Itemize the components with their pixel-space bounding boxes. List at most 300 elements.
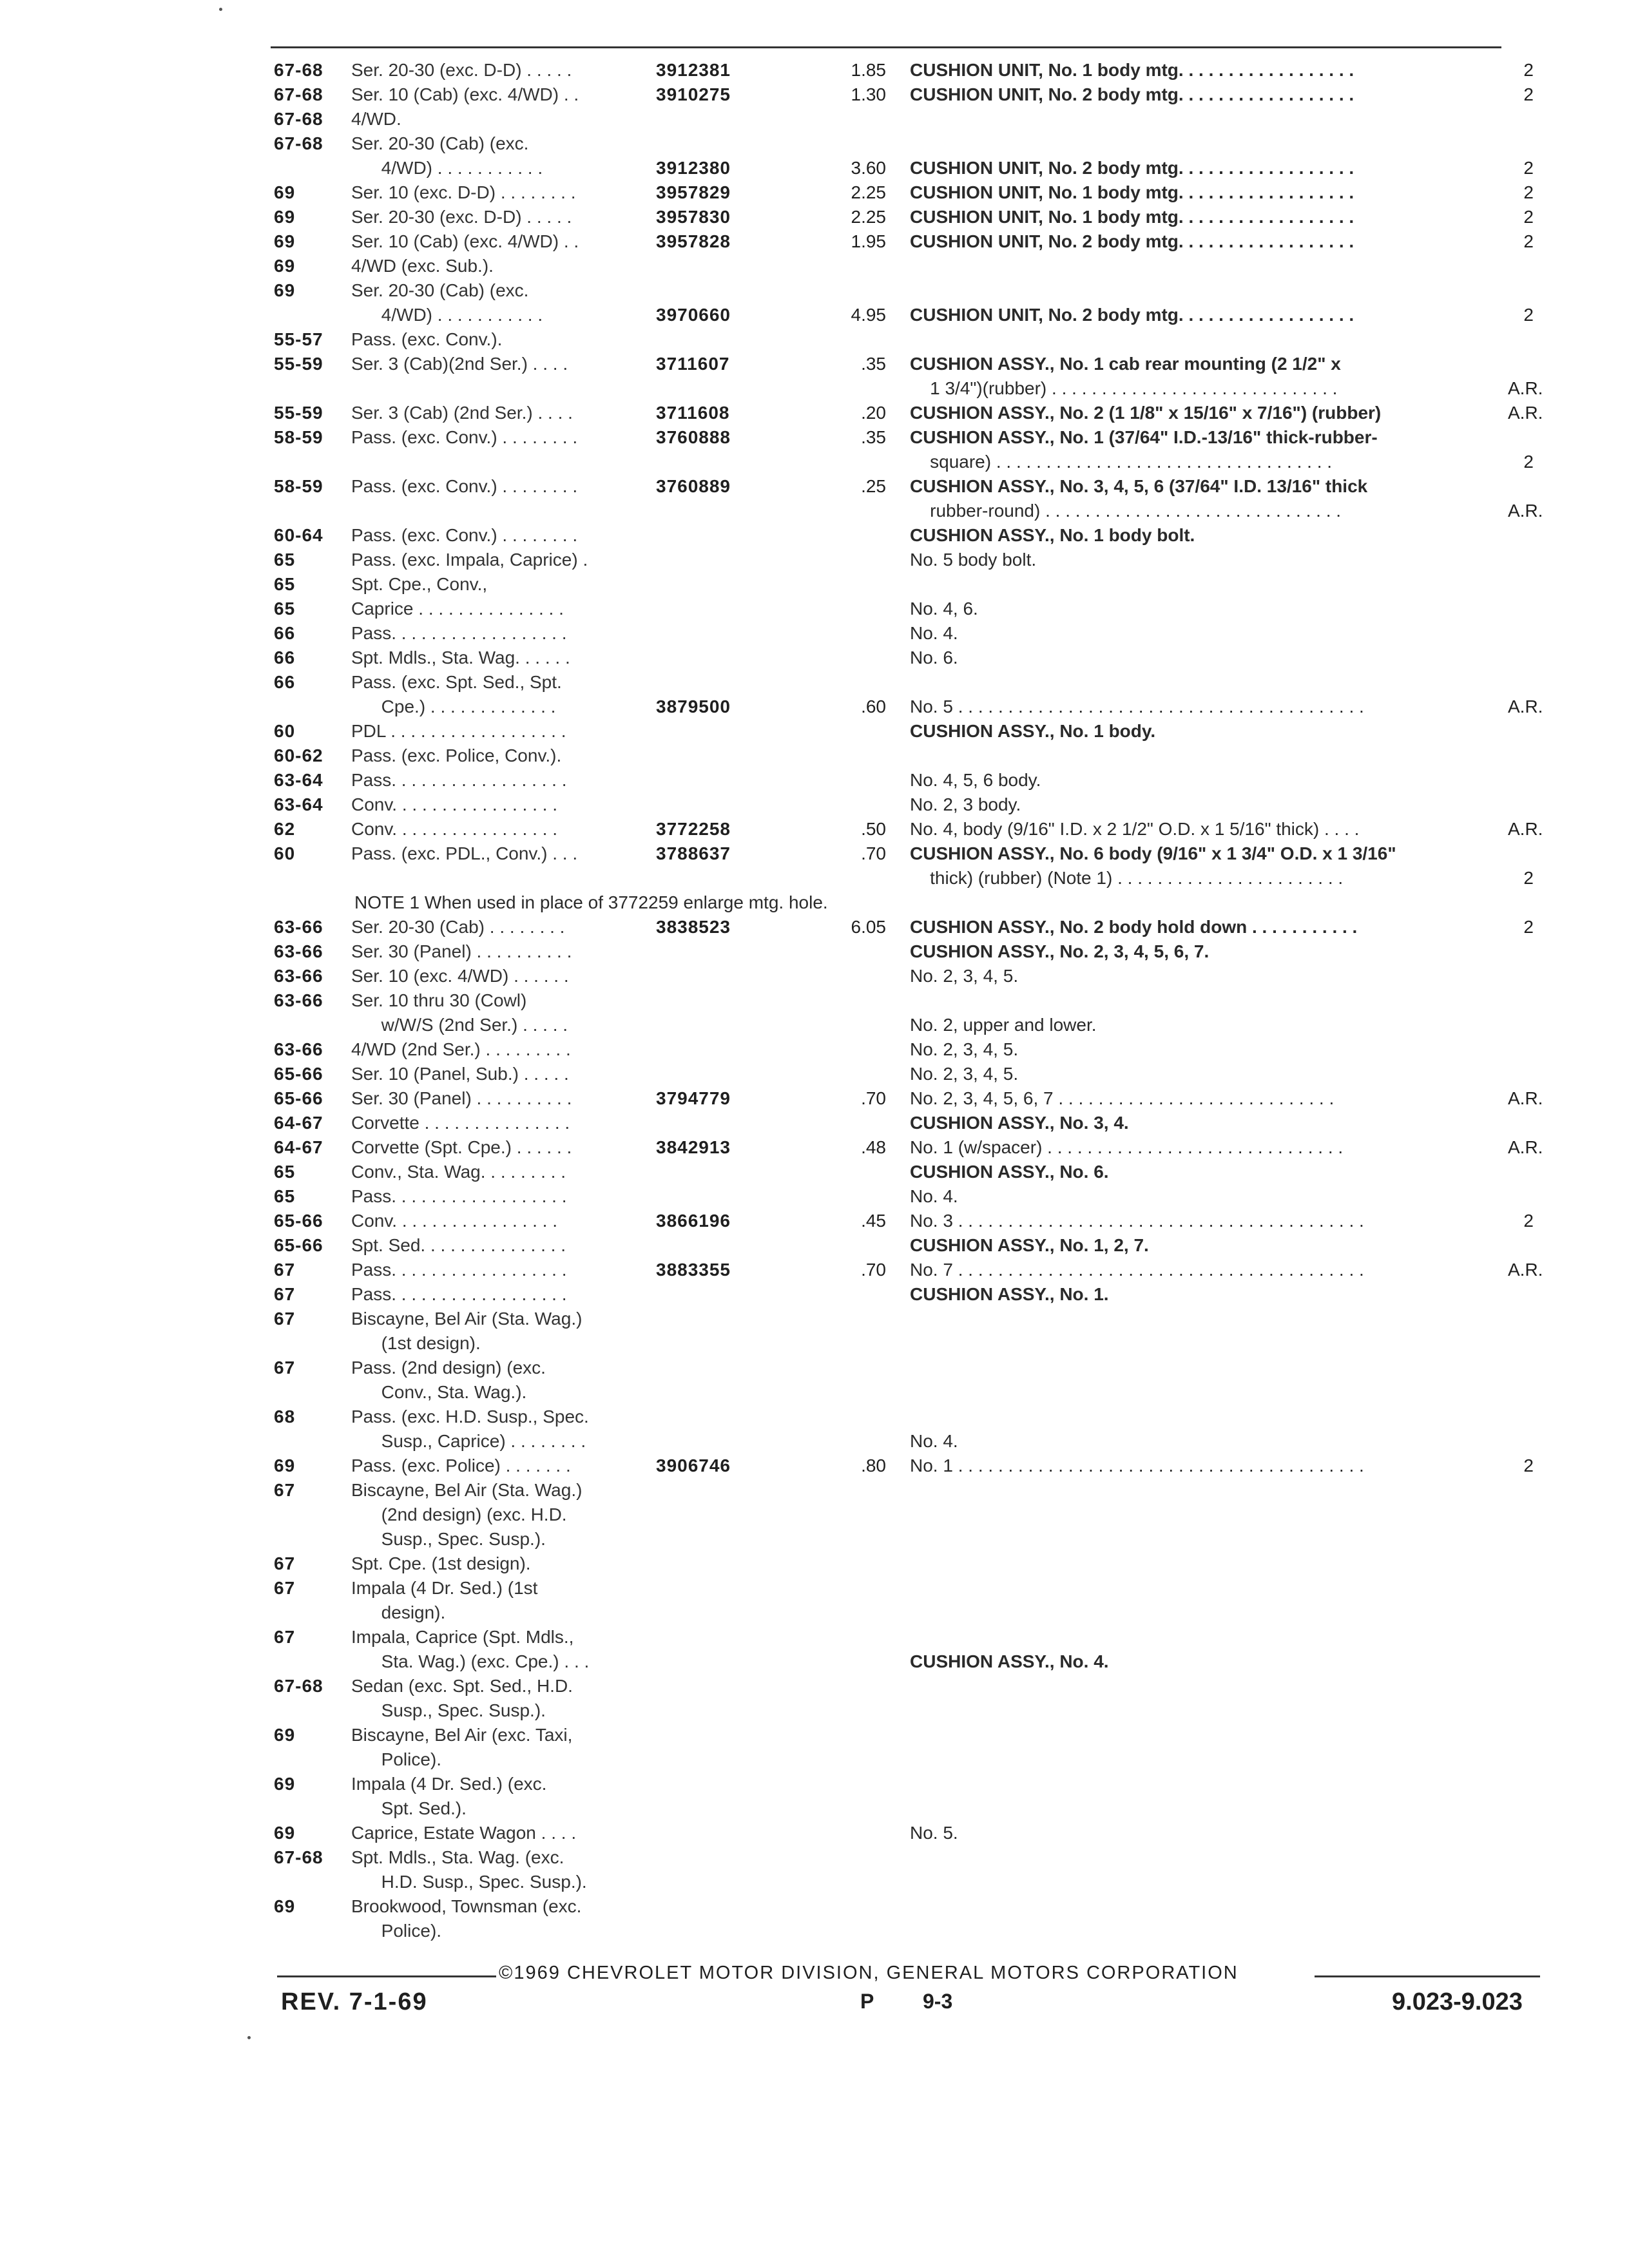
table-row xyxy=(0,474,1629,499)
description: CUSHION UNIT, No. 1 body mtg. . . . . . . . . . . . . . . . . . xyxy=(910,182,1354,202)
quantity: A.R. xyxy=(1508,378,1543,398)
part-number: 3957829 xyxy=(656,182,731,202)
description: CUSHION ASSY., No. 3, 4, 5, 6 (37/64" I.D. 13/16" thick xyxy=(910,476,1368,496)
application: Pass. (exc. Impala, Caprice) . xyxy=(351,550,588,570)
application: Ser. 20-30 (Cab) (exc. xyxy=(351,280,529,300)
table-row xyxy=(0,82,1629,107)
application: Pass. (exc. H.D. Susp., Spec. xyxy=(351,1407,589,1427)
part-number: 3879500 xyxy=(656,697,731,716)
model-year: 67-68 xyxy=(274,133,323,153)
price: .70 xyxy=(861,1260,886,1280)
table-row xyxy=(0,866,1629,890)
application: 4/WD) . . . . . . . . . . . xyxy=(351,305,543,325)
model-year: 69 xyxy=(274,1456,296,1475)
model-year: 69 xyxy=(274,256,296,276)
application: Conv. . . . . . . . . . . . . . . . . xyxy=(351,819,558,839)
description: CUSHION UNIT, No. 1 body mtg. . . . . . . . . . . . . . . . . . xyxy=(910,60,1354,80)
application: Brookwood, Townsman (exc. xyxy=(351,1896,582,1916)
model-year: 58-59 xyxy=(274,476,323,496)
application: Spt. Sed.). xyxy=(351,1798,467,1818)
model-year: 67 xyxy=(274,1578,296,1598)
description: CUSHION ASSY., No. 3, 4. xyxy=(910,1113,1129,1133)
revision-date: REV. 7-1-69 xyxy=(281,1988,428,2015)
description: No. 4. xyxy=(910,623,958,643)
table-row xyxy=(0,1649,1629,1674)
quantity: 2 xyxy=(1523,158,1534,178)
table-row xyxy=(0,1503,1629,1527)
description: CUSHION ASSY., No. 1 body. xyxy=(910,721,1156,741)
table-row xyxy=(0,303,1629,327)
table-row xyxy=(0,1135,1629,1160)
part-number: 3838523 xyxy=(656,917,731,937)
copyright-line: ©1969 CHEVROLET MOTOR DIVISION, GENERAL MOTORS CORPORATION xyxy=(496,1963,1241,1984)
table-row xyxy=(0,1331,1629,1356)
description: No. 4. xyxy=(910,1431,958,1451)
description: CUSHION ASSY., No. 6 body (9/16" x 1 3/4" O.D. x 1 3/16" xyxy=(910,843,1396,863)
price: .48 xyxy=(861,1137,886,1157)
table-row xyxy=(0,1600,1629,1625)
table-row xyxy=(0,1356,1629,1380)
model-year: 60 xyxy=(274,843,296,863)
application: Pass. (exc. Conv.) . . . . . . . . xyxy=(351,525,578,545)
application: Ser. 3 (Cab) (2nd Ser.) . . . . xyxy=(351,403,573,423)
application: Pass. (exc. Conv.) . . . . . . . . xyxy=(351,476,578,496)
description: No. 2, 3, 4, 5. xyxy=(910,1064,1019,1084)
application: Biscayne, Bel Air (Sta. Wag.) xyxy=(351,1309,583,1329)
model-year: 69 xyxy=(274,1774,296,1794)
model-year: 69 xyxy=(274,1823,296,1843)
application: Pass. (exc. Conv.). xyxy=(351,329,503,349)
price: .70 xyxy=(861,1088,886,1108)
table-row xyxy=(0,450,1629,474)
table-row xyxy=(0,156,1629,180)
table-row xyxy=(0,401,1629,425)
quantity: 2 xyxy=(1523,868,1534,888)
part-number: 3912380 xyxy=(656,158,731,178)
application: Ser. 20-30 (Cab) (exc. xyxy=(351,133,529,153)
table-row xyxy=(0,1184,1629,1209)
table-row xyxy=(0,1062,1629,1086)
description: No. 2, 3, 4, 5. xyxy=(910,1039,1019,1059)
part-number: 3970660 xyxy=(656,305,731,325)
part-number: 3772258 xyxy=(656,819,731,839)
quantity: 2 xyxy=(1523,231,1534,251)
part-number: 3760888 xyxy=(656,427,731,447)
application: Ser. 10 (Cab) (exc. 4/WD) . . xyxy=(351,84,579,104)
application: Conv. . . . . . . . . . . . . . . . . xyxy=(351,794,558,814)
description: No. 7 . . . . . . . . . . . . . . . . . . . . . . . . . . . . . . . . . . . . . . . . . xyxy=(910,1260,1364,1280)
price: .80 xyxy=(861,1456,886,1475)
table-row xyxy=(0,1894,1629,1919)
application: Conv., Sta. Wag.). xyxy=(351,1382,527,1402)
table-row xyxy=(0,1919,1629,1943)
application: Spt. Cpe., Conv., xyxy=(351,574,488,594)
part-number: 3788637 xyxy=(656,843,731,863)
application: Ser. 20-30 (exc. D-D) . . . . . xyxy=(351,60,572,80)
description: No. 2, 3 body. xyxy=(910,794,1021,814)
quantity: 2 xyxy=(1523,207,1534,227)
description: CUSHION UNIT, No. 2 body mtg. . . . . . . . . . . . . . . . . . xyxy=(910,158,1354,178)
quantity: 2 xyxy=(1523,60,1534,80)
application: Ser. 20-30 (Cab) . . . . . . . . xyxy=(351,917,565,937)
model-year: 65 xyxy=(274,1186,296,1206)
table-row xyxy=(0,744,1629,768)
application: Pass. (exc. Conv.) . . . . . . . . xyxy=(351,427,578,447)
application: (2nd design) (exc. H.D. xyxy=(351,1504,567,1524)
application: Pass. . . . . . . . . . . . . . . . . . xyxy=(351,1260,567,1280)
description: No. 2, 3, 4, 5. xyxy=(910,966,1019,986)
price: .35 xyxy=(861,354,886,374)
application: Susp., Spec. Susp.). xyxy=(351,1529,546,1549)
table-row xyxy=(0,1821,1629,1845)
application: Pass. (exc. PDL., Conv.) . . . xyxy=(351,843,578,863)
description: CUSHION ASSY., No. 1 body bolt. xyxy=(910,525,1195,545)
price: 2.25 xyxy=(851,182,886,202)
quantity: A.R. xyxy=(1508,403,1543,423)
table-row xyxy=(0,964,1629,988)
model-year: 63-66 xyxy=(274,990,323,1010)
application: Impala (4 Dr. Sed.) (exc. xyxy=(351,1774,547,1794)
table-row xyxy=(0,131,1629,156)
description: No. 1 (w/spacer) . . . . . . . . . . . . . . . . . . . . . . . . . . . . . . xyxy=(910,1137,1344,1157)
model-year: 64-67 xyxy=(274,1113,323,1133)
part-number: 3957828 xyxy=(656,231,731,251)
part-number: 3883355 xyxy=(656,1260,731,1280)
part-number: 3912381 xyxy=(656,60,731,80)
table-row xyxy=(0,768,1629,793)
part-number: 3794779 xyxy=(656,1088,731,1108)
quantity: A.R. xyxy=(1508,819,1543,839)
application: Pass. (exc. Police, Conv.). xyxy=(351,745,562,765)
table-row xyxy=(0,793,1629,817)
table-row xyxy=(0,352,1629,376)
model-year: 67 xyxy=(274,1480,296,1500)
table-row xyxy=(0,1380,1629,1405)
part-number: 3910275 xyxy=(656,84,731,104)
table-row xyxy=(0,1258,1629,1282)
table-row xyxy=(0,1160,1629,1184)
table-row xyxy=(0,499,1629,523)
application: Susp., Spec. Susp.). xyxy=(351,1700,546,1720)
application: Conv., Sta. Wag. . . . . . . . . xyxy=(351,1162,566,1182)
application: Biscayne, Bel Air (Sta. Wag.) xyxy=(351,1480,583,1500)
table-row xyxy=(0,1674,1629,1698)
table-row xyxy=(0,670,1629,695)
price: 1.30 xyxy=(851,84,886,104)
table-row xyxy=(0,425,1629,450)
model-year: 63-64 xyxy=(274,794,323,814)
model-year: 69 xyxy=(274,182,296,202)
application: Pass. (exc. Police) . . . . . . . xyxy=(351,1456,571,1475)
application: w/W/S (2nd Ser.) . . . . . xyxy=(351,1015,568,1035)
description: rubber-round) . . . . . . . . . . . . . . . . . . . . . . . . . . . . . . xyxy=(910,501,1342,521)
description: 1 3/4")(rubber) . . . . . . . . . . . . . . . . . . . . . . . . . . . . . xyxy=(910,378,1338,398)
application: (1st design). xyxy=(351,1333,481,1353)
description: CUSHION ASSY., No. 2 (1 1/8" x 15/16" x 7/16") (rubber) xyxy=(910,403,1382,423)
description: No. 4, 6. xyxy=(910,599,978,619)
model-year: 65 xyxy=(274,574,296,594)
table-row xyxy=(0,646,1629,670)
part-number: 3866196 xyxy=(656,1211,731,1231)
table-row xyxy=(0,1307,1629,1331)
model-year: 67-68 xyxy=(274,1676,323,1696)
model-year: 63-66 xyxy=(274,941,323,961)
model-year: 67 xyxy=(274,1309,296,1329)
application: 4/WD) . . . . . . . . . . . xyxy=(351,158,543,178)
description: thick) (rubber) (Note 1) . . . . . . . . . . . . . . . . . . . . . . . xyxy=(910,868,1344,888)
application: Caprice . . . . . . . . . . . . . . . xyxy=(351,599,564,619)
scan-speck xyxy=(219,8,222,11)
model-year: 69 xyxy=(274,1896,296,1916)
model-year: 69 xyxy=(274,231,296,251)
application: 4/WD. xyxy=(351,109,401,129)
table-row xyxy=(0,1870,1629,1894)
part-number: 3711608 xyxy=(656,403,730,423)
table-row xyxy=(0,915,1629,939)
application: Impala, Caprice (Spt. Mdls., xyxy=(351,1627,574,1647)
model-year: 67-68 xyxy=(274,109,323,129)
table-row xyxy=(0,523,1629,548)
application: Ser. 3 (Cab)(2nd Ser.) . . . . xyxy=(351,354,568,374)
table-row xyxy=(0,1454,1629,1478)
model-year: 69 xyxy=(274,1725,296,1745)
price: 6.05 xyxy=(851,917,886,937)
price: .70 xyxy=(861,843,886,863)
table-row xyxy=(0,229,1629,254)
application: Caprice, Estate Wagon . . . . xyxy=(351,1823,577,1843)
model-year: 55-59 xyxy=(274,403,323,423)
price: .50 xyxy=(861,819,886,839)
model-year: 69 xyxy=(274,207,296,227)
application: Police). xyxy=(351,1921,442,1941)
model-year: 66 xyxy=(274,648,296,668)
application: Corvette (Spt. Cpe.) . . . . . . xyxy=(351,1137,572,1157)
model-year: 68 xyxy=(274,1407,296,1427)
table-row xyxy=(0,1013,1629,1037)
model-year: 55-59 xyxy=(274,354,323,374)
application: Spt. Sed. . . . . . . . . . . . . . . xyxy=(351,1235,566,1255)
description: CUSHION ASSY., No. 1 cab rear mounting (2 1/2" x xyxy=(910,354,1341,374)
table-row xyxy=(0,1527,1629,1552)
table-row xyxy=(0,988,1629,1013)
model-year: 63-64 xyxy=(274,770,323,790)
model-year: 65-66 xyxy=(274,1211,323,1231)
model-year: 63-66 xyxy=(274,966,323,986)
model-year: 63-66 xyxy=(274,917,323,937)
model-year: 65-66 xyxy=(274,1088,323,1108)
model-year: 60 xyxy=(274,721,296,741)
quantity: 2 xyxy=(1523,182,1534,202)
description: No. 5. xyxy=(910,1823,958,1843)
application: Sta. Wag.) (exc. Cpe.) . . . xyxy=(351,1651,590,1671)
application: Biscayne, Bel Air (exc. Taxi, xyxy=(351,1725,573,1745)
table-row xyxy=(0,1429,1629,1454)
table-row xyxy=(0,1209,1629,1233)
table-row xyxy=(0,180,1629,205)
model-year: 65-66 xyxy=(274,1235,323,1255)
price: 1.95 xyxy=(851,231,886,251)
price: 3.60 xyxy=(851,158,886,178)
application: Pass. . . . . . . . . . . . . . . . . . xyxy=(351,623,567,643)
description: No. 3 . . . . . . . . . . . . . . . . . . . . . . . . . . . . . . . . . . . . . . . . . xyxy=(910,1211,1364,1231)
quantity: A.R. xyxy=(1508,1088,1543,1108)
application: Pass. . . . . . . . . . . . . . . . . . xyxy=(351,770,567,790)
application: Corvette . . . . . . . . . . . . . . . xyxy=(351,1113,570,1133)
table-row xyxy=(0,1282,1629,1307)
table-row xyxy=(0,597,1629,621)
application: H.D. Susp., Spec. Susp.). xyxy=(351,1872,587,1892)
model-year: 65-66 xyxy=(274,1064,323,1084)
application: Cpe.) . . . . . . . . . . . . . xyxy=(351,697,556,716)
description: No. 4, body (9/16" I.D. x 2 1/2" O.D. x 1 5/16" thick) . . . . xyxy=(910,819,1360,839)
model-year: 62 xyxy=(274,819,296,839)
table-row xyxy=(0,841,1629,866)
table-row xyxy=(0,572,1629,597)
quantity: 2 xyxy=(1523,917,1534,937)
model-year: 67 xyxy=(274,1627,296,1647)
model-year: 67 xyxy=(274,1260,296,1280)
table-row xyxy=(0,1576,1629,1600)
application: Ser. 10 (Cab) (exc. 4/WD) . . xyxy=(351,231,579,251)
application: Police). xyxy=(351,1749,442,1769)
price: .35 xyxy=(861,427,886,447)
application: Sedan (exc. Spt. Sed., H.D. xyxy=(351,1676,573,1696)
table-row xyxy=(0,1037,1629,1062)
application: Pass. . . . . . . . . . . . . . . . . . xyxy=(351,1284,567,1304)
parts-table xyxy=(0,58,1629,1943)
description: CUSHION UNIT, No. 2 body mtg. . . . . . . . . . . . . . . . . . xyxy=(910,84,1354,104)
table-row xyxy=(0,939,1629,964)
price: .20 xyxy=(861,403,886,423)
application: design). xyxy=(351,1602,446,1622)
application: PDL . . . . . . . . . . . . . . . . . . xyxy=(351,721,566,741)
section-letter: P xyxy=(860,1990,874,2013)
application: Spt. Mdls., Sta. Wag. . . . . . xyxy=(351,648,570,668)
table-row xyxy=(0,1552,1629,1576)
description: CUSHION ASSY., No. 4. xyxy=(910,1651,1109,1671)
model-year: 67-68 xyxy=(274,60,323,80)
application: Conv. . . . . . . . . . . . . . . . . xyxy=(351,1211,558,1231)
application: Ser. 10 (Panel, Sub.) . . . . . xyxy=(351,1064,569,1084)
application: Pass. (2nd design) (exc. xyxy=(351,1358,546,1378)
footer-rule-right xyxy=(1315,1975,1540,1977)
table-row xyxy=(0,205,1629,229)
description: square) . . . . . . . . . . . . . . . . . . . . . . . . . . . . . . . . . . xyxy=(910,452,1333,472)
price: .45 xyxy=(861,1211,886,1231)
part-number: 3842913 xyxy=(656,1137,731,1157)
model-year: 67 xyxy=(274,1553,296,1573)
model-year: 66 xyxy=(274,623,296,643)
description: CUSHION UNIT, No. 2 body mtg. . . . . . . . . . . . . . . . . . xyxy=(910,231,1354,251)
table-row xyxy=(0,548,1629,572)
model-year: 67 xyxy=(274,1284,296,1304)
price: 1.85 xyxy=(851,60,886,80)
description: CUSHION ASSY., No. 1 (37/64" I.D.-13/16" thick-rubber- xyxy=(910,427,1378,447)
model-year: 58-59 xyxy=(274,427,323,447)
table-row xyxy=(0,1111,1629,1135)
description: CUSHION ASSY., No. 1. xyxy=(910,1284,1109,1304)
description: CUSHION ASSY., No. 6. xyxy=(910,1162,1109,1182)
table-row xyxy=(0,1772,1629,1796)
application: 4/WD (exc. Sub.). xyxy=(351,256,494,276)
part-number: 3957830 xyxy=(656,207,731,227)
table-row xyxy=(0,254,1629,278)
model-year: 65 xyxy=(274,550,296,570)
part-number: 3760889 xyxy=(656,476,731,496)
table-row xyxy=(0,327,1629,352)
table-row xyxy=(0,376,1629,401)
model-year: 67-68 xyxy=(274,1847,323,1867)
price: .25 xyxy=(861,476,886,496)
application: Susp., Caprice) . . . . . . . . xyxy=(351,1431,586,1451)
table-row xyxy=(0,1845,1629,1870)
quantity: 2 xyxy=(1523,1211,1534,1231)
description: No. 4. xyxy=(910,1186,958,1206)
table-row xyxy=(0,1698,1629,1723)
description: CUSHION ASSY., No. 2 body hold down . . . . . . . . . . . xyxy=(910,917,1358,937)
description: CUSHION ASSY., No. 2, 3, 4, 5, 6, 7. xyxy=(910,941,1210,961)
quantity: A.R. xyxy=(1508,697,1543,716)
model-year: 64-67 xyxy=(274,1137,323,1157)
table-row xyxy=(0,107,1629,131)
description: No. 2, 3, 4, 5, 6, 7 . . . . . . . . . . . . . . . . . . . . . . . . . . . . xyxy=(910,1088,1335,1108)
table-row xyxy=(0,1405,1629,1429)
table-row xyxy=(0,1625,1629,1649)
scan-speck xyxy=(247,2036,251,2039)
description: No. 2, upper and lower. xyxy=(910,1015,1097,1035)
table-row xyxy=(0,890,1629,915)
note-text: NOTE 1 When used in place of 3772259 enlarge mtg. hole. xyxy=(354,892,828,912)
application: Ser. 30 (Panel) . . . . . . . . . . xyxy=(351,1088,572,1108)
application: Ser. 20-30 (exc. D-D) . . . . . xyxy=(351,207,572,227)
model-year: 67 xyxy=(274,1358,296,1378)
price: 2.25 xyxy=(851,207,886,227)
model-year: 55-57 xyxy=(274,329,323,349)
table-row xyxy=(0,817,1629,841)
table-row xyxy=(0,1086,1629,1111)
footer-rule-left xyxy=(277,1975,496,1977)
quantity: A.R. xyxy=(1508,1260,1543,1280)
header-rule xyxy=(271,46,1501,48)
description: No. 4, 5, 6 body. xyxy=(910,770,1041,790)
table-row xyxy=(0,719,1629,744)
model-year: 67-68 xyxy=(274,84,323,104)
table-row xyxy=(0,621,1629,646)
description: CUSHION ASSY., No. 1, 2, 7. xyxy=(910,1235,1149,1255)
table-row xyxy=(0,695,1629,719)
price: .60 xyxy=(861,697,886,716)
application: Ser. 30 (Panel) . . . . . . . . . . xyxy=(351,941,572,961)
application: Spt. Mdls., Sta. Wag. (exc. xyxy=(351,1847,564,1867)
quantity: 2 xyxy=(1523,305,1534,325)
quantity: 2 xyxy=(1523,84,1534,104)
group-range: 9.023-9.023 xyxy=(1392,1988,1523,2015)
description: No. 1 . . . . . . . . . . . . . . . . . . . . . . . . . . . . . . . . . . . . . . . . . xyxy=(910,1456,1364,1475)
quantity: 2 xyxy=(1523,452,1534,472)
model-year: 69 xyxy=(274,280,296,300)
description: CUSHION UNIT, No. 2 body mtg. . . . . . . . . . . . . . . . . . xyxy=(910,305,1354,325)
table-row xyxy=(0,1747,1629,1772)
application: Ser. 10 (exc. 4/WD) . . . . . . xyxy=(351,966,569,986)
model-year: 60-64 xyxy=(274,525,323,545)
description: No. 5 . . . . . . . . . . . . . . . . . . . . . . . . . . . . . . . . . . . . . . . . . xyxy=(910,697,1364,716)
application: Pass. . . . . . . . . . . . . . . . . . xyxy=(351,1186,567,1206)
application: Pass. (exc. Spt. Sed., Spt. xyxy=(351,672,562,692)
part-number: 3711607 xyxy=(656,354,730,374)
table-row xyxy=(0,1478,1629,1503)
model-year: 60-62 xyxy=(274,745,323,765)
application: Spt. Cpe. (1st design). xyxy=(351,1553,531,1573)
